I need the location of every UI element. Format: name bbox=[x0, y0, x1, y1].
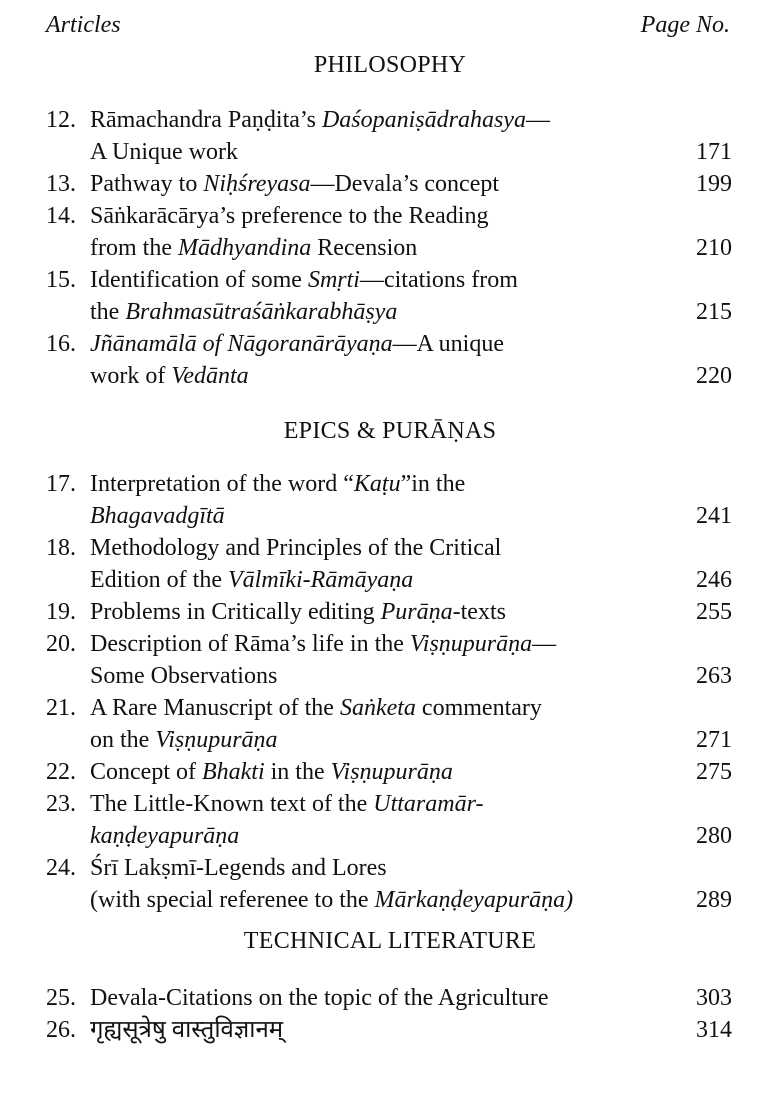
toc-header-articles: Articles bbox=[46, 12, 121, 38]
entry-title-italic: Viṣṇupurāṇa bbox=[330, 759, 453, 785]
entry-line bbox=[46, 660, 732, 692]
entry-title bbox=[90, 884, 573, 916]
toc-entry[interactable] bbox=[46, 756, 732, 788]
entry-line bbox=[46, 104, 732, 136]
entry-title-text: Interpretation of the word “ bbox=[90, 471, 354, 497]
toc-entry[interactable] bbox=[46, 596, 732, 628]
entry-title bbox=[90, 232, 417, 264]
toc-entry[interactable] bbox=[46, 468, 732, 532]
entry-title-italic: Jñānamālā of Nāgoranārāyaṇa bbox=[90, 331, 393, 357]
toc-entry[interactable] bbox=[46, 264, 732, 328]
entry-title-text: —Devala’s concept bbox=[310, 171, 500, 197]
entry-line bbox=[46, 820, 732, 852]
toc-entry[interactable] bbox=[46, 168, 732, 200]
entry-title bbox=[90, 628, 556, 660]
entry-title bbox=[90, 982, 549, 1014]
entry-title-text: A Rare Manuscript of the bbox=[90, 695, 340, 721]
entry-title-text: — bbox=[532, 631, 557, 657]
toc-entry[interactable] bbox=[46, 628, 732, 692]
entry-title bbox=[90, 596, 506, 628]
entry-title bbox=[90, 200, 488, 232]
entry-number: 22. bbox=[46, 759, 76, 785]
entry-line bbox=[46, 756, 732, 788]
entry-title-italic: Saṅketa bbox=[339, 695, 416, 721]
entry-title bbox=[90, 724, 278, 756]
entry-title bbox=[90, 788, 483, 820]
entry-title bbox=[90, 264, 518, 296]
entry-line bbox=[46, 232, 732, 264]
entry-title bbox=[90, 360, 249, 392]
entry-page-number: 289 bbox=[696, 887, 732, 913]
entry-line bbox=[46, 532, 732, 564]
entry-title-text: Methodology and Principles of the Critical bbox=[90, 535, 502, 561]
entry-page-number: 210 bbox=[696, 235, 732, 261]
entry-title bbox=[90, 328, 504, 360]
entry-title-italic: Bhagavadgītā bbox=[90, 503, 225, 529]
entry-page-number: 246 bbox=[696, 567, 732, 593]
entry-title-italic: Kaṭu bbox=[353, 471, 401, 497]
entry-line bbox=[46, 1014, 732, 1046]
entry-line bbox=[46, 564, 732, 596]
entry-title-text: from the bbox=[90, 235, 178, 261]
entry-number: 23. bbox=[46, 791, 76, 817]
entry-page-number: 171 bbox=[696, 139, 732, 165]
entry-title-text: The Little-Known text of the bbox=[90, 791, 374, 817]
entry-title-italic: Niḥśreyasa bbox=[203, 171, 311, 197]
entry-title-italic: Daśopaniṣādrahasya bbox=[321, 107, 526, 133]
entry-line bbox=[46, 884, 732, 916]
entry-line bbox=[46, 136, 732, 168]
entry-title-italic: Vālmīki-Rāmāyaṇa bbox=[227, 567, 414, 593]
entry-line bbox=[46, 788, 732, 820]
entry-line bbox=[46, 328, 732, 360]
entry-title-italic: Smṛti bbox=[307, 267, 360, 293]
entry-title-text: —citations from bbox=[359, 267, 518, 293]
entry-title-text: commentary bbox=[415, 695, 542, 721]
entry-line bbox=[46, 264, 732, 296]
entry-page-number: 303 bbox=[696, 985, 732, 1011]
entry-number: 15. bbox=[46, 267, 76, 293]
entry-title-italic: Mādhyandina bbox=[177, 235, 312, 261]
entry-title bbox=[90, 168, 499, 200]
entry-page-number: 275 bbox=[696, 759, 732, 785]
entry-title bbox=[90, 136, 238, 168]
toc-entry[interactable] bbox=[46, 852, 732, 916]
entry-line bbox=[46, 168, 732, 200]
entry-number: 19. bbox=[46, 599, 76, 625]
entry-number: 16. bbox=[46, 331, 76, 357]
section-heading: TECHNICAL LITERATURE bbox=[243, 928, 537, 954]
entry-number: 17. bbox=[46, 471, 76, 497]
entry-title-italic: Uttaramār- bbox=[373, 791, 484, 817]
entry-page-number: 199 bbox=[696, 171, 732, 197]
entry-title-italic: Vedānta bbox=[171, 363, 249, 389]
entry-title-text: Devala-Citations on the topic of the Agriculture bbox=[90, 985, 549, 1011]
entry-title bbox=[90, 1014, 283, 1046]
section-entries bbox=[46, 104, 732, 392]
entry-number: 18. bbox=[46, 535, 76, 561]
toc-header-page-no: Page No. bbox=[640, 12, 730, 38]
section-entries bbox=[46, 468, 732, 916]
entry-title bbox=[90, 532, 501, 564]
entry-line bbox=[46, 500, 732, 532]
entry-title-text: work of bbox=[90, 363, 172, 389]
entry-number: 21. bbox=[46, 695, 76, 721]
entry-line bbox=[46, 596, 732, 628]
entry-title-text: Identification of some bbox=[90, 267, 308, 293]
entry-title bbox=[90, 692, 542, 724]
entry-line bbox=[46, 724, 732, 756]
entry-title-text: in the bbox=[264, 759, 331, 785]
entry-page-number: 314 bbox=[696, 1017, 732, 1043]
entry-title-italic: Purāṇa bbox=[380, 599, 453, 625]
entry-number: 25. bbox=[46, 985, 76, 1011]
entry-number: 26. bbox=[46, 1017, 76, 1043]
entry-page-number: 241 bbox=[696, 503, 732, 529]
entry-line bbox=[46, 296, 732, 328]
entry-line bbox=[46, 982, 732, 1014]
entry-page-number: 255 bbox=[696, 599, 732, 625]
entry-title-text: — bbox=[525, 107, 550, 133]
entry-title-italic: Mārkaṇḍeyapurāṇa) bbox=[374, 887, 574, 913]
entry-title bbox=[90, 756, 453, 788]
entry-number: 14. bbox=[46, 203, 76, 229]
toc-entry[interactable] bbox=[46, 200, 732, 264]
entry-title bbox=[90, 500, 225, 532]
section-entries bbox=[46, 982, 732, 1046]
entry-title bbox=[90, 564, 413, 596]
entry-title-italic: kaṇḍeyapurāṇa bbox=[90, 823, 240, 849]
section-heading: PHILOSOPHY bbox=[313, 52, 467, 78]
entry-title-text: Pathway to bbox=[90, 171, 204, 197]
entry-title-text: A Unique work bbox=[90, 139, 238, 165]
entry-number: 24. bbox=[46, 855, 76, 881]
entry-number: 20. bbox=[46, 631, 76, 657]
toc-entry[interactable] bbox=[46, 328, 732, 392]
entry-title bbox=[90, 660, 277, 692]
entry-title-text: on the bbox=[90, 727, 156, 753]
entry-title-text: —A unique bbox=[392, 331, 504, 357]
entry-title bbox=[90, 820, 239, 852]
entry-title-text: Recension bbox=[311, 235, 418, 261]
entry-title-text: Rāmachandra Paṇḍita’s bbox=[90, 107, 322, 133]
entry-title-text: Some Observations bbox=[90, 663, 278, 689]
entry-line bbox=[46, 628, 732, 660]
entry-line bbox=[46, 200, 732, 232]
entry-title bbox=[90, 296, 397, 328]
entry-title-text: Edition of the bbox=[90, 567, 228, 593]
toc-entry[interactable] bbox=[46, 692, 732, 756]
entry-title-text: (with special referenee to the bbox=[90, 887, 375, 913]
entry-title-text: Description of Rāma’s life in the bbox=[90, 631, 410, 657]
entry-page-number: 263 bbox=[696, 663, 732, 689]
toc-entry[interactable] bbox=[46, 532, 732, 596]
entry-title-italic: Brahmasūtraśāṅkarabhāṣya bbox=[125, 299, 398, 325]
entry-title-text: the bbox=[90, 299, 126, 325]
entry-title-italic: Viṣṇupurāṇa bbox=[409, 631, 533, 657]
entry-title-text: Śrī Lakṣmī-Legends and Lores bbox=[90, 855, 387, 881]
entry-page-number: 220 bbox=[696, 363, 732, 389]
entry-page-number: 280 bbox=[696, 823, 732, 849]
entry-title-text: Concept of bbox=[90, 759, 202, 785]
toc-entry[interactable] bbox=[46, 982, 732, 1014]
entry-title-text: Problems in Critically editing bbox=[90, 599, 381, 625]
toc-entry[interactable] bbox=[46, 104, 732, 168]
entry-line bbox=[46, 468, 732, 500]
entry-number: 12. bbox=[46, 107, 76, 133]
entry-title-text: गृह्यसूत्रेषु वास्तुविज्ञानम् bbox=[90, 1017, 284, 1043]
entry-page-number: 215 bbox=[696, 299, 732, 325]
toc-entry[interactable] bbox=[46, 1014, 732, 1046]
entry-line bbox=[46, 360, 732, 392]
entry-title-text: -texts bbox=[452, 599, 506, 625]
entry-title-italic: Bhakti bbox=[201, 759, 265, 785]
entry-number: 13. bbox=[46, 171, 76, 197]
entry-title-text: Sāṅkarācārya’s preference to the Reading bbox=[90, 203, 489, 229]
section-heading: EPICS & PURĀṆAS bbox=[283, 418, 497, 444]
toc-entry[interactable] bbox=[46, 788, 732, 852]
entry-title-italic: Viṣṇupurāṇa bbox=[155, 727, 278, 753]
entry-title bbox=[90, 852, 387, 884]
entry-title bbox=[90, 468, 465, 500]
entry-line bbox=[46, 852, 732, 884]
entry-title-text: ”in the bbox=[400, 471, 466, 497]
entry-title bbox=[90, 104, 550, 136]
entry-page-number: 271 bbox=[696, 727, 732, 753]
entry-line bbox=[46, 692, 732, 724]
